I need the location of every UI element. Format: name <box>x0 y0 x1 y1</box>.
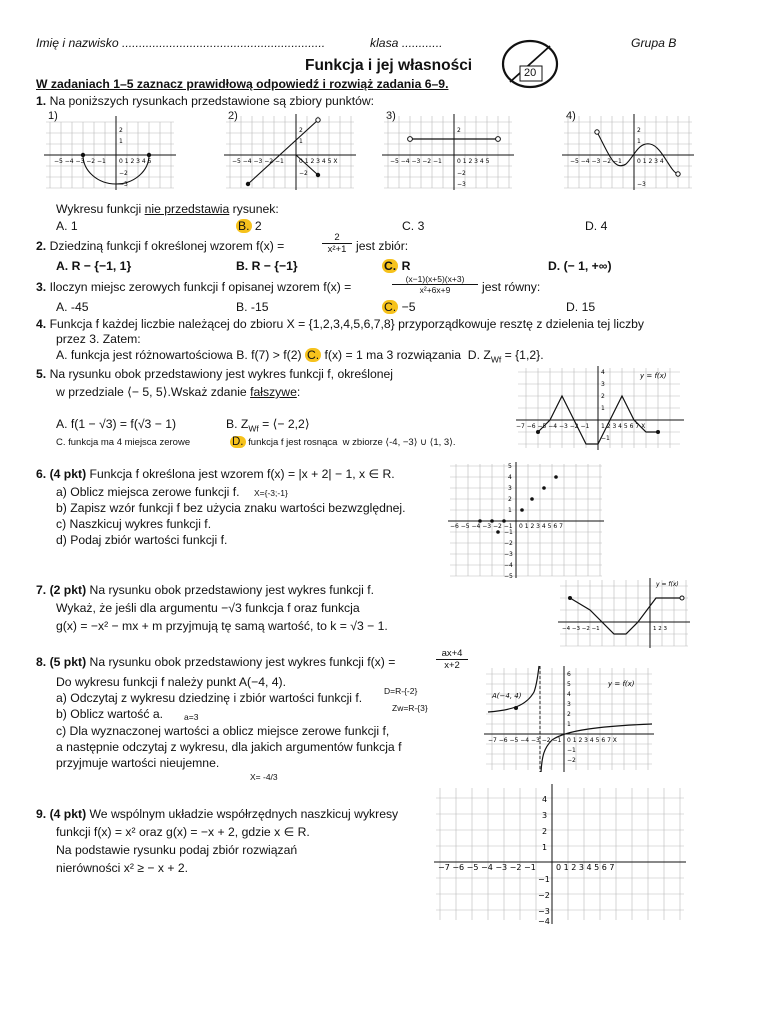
fig3-label: 3) <box>386 110 396 122</box>
q4-answer-a[interactable]: A. funkcja jest różnowartościowa <box>56 348 233 362</box>
svg-text:−4: −4 <box>538 917 550 924</box>
svg-text:2: 2 <box>508 496 512 503</box>
fig1-label: 1) <box>48 110 58 122</box>
q5-line2-emph: fałszywe <box>250 385 297 399</box>
q1-answer-b-value: 2 <box>254 219 262 233</box>
q4-answer-d-sub: Wf <box>490 354 502 365</box>
svg-text:−7 −6 −5 −4 −3 −2 −1: −7 −6 −5 −4 −3 −2 −1 <box>488 737 562 744</box>
q1-answer-d[interactable]: D. 4 <box>585 219 608 233</box>
q5-answer-b-post: = ⟨− 2,2⟩ <box>258 417 310 431</box>
svg-text:1: 1 <box>542 843 548 852</box>
q4-answers <box>56 348 544 367</box>
name-field-label: Imię i nazwisko ............................................................ <box>36 36 326 50</box>
svg-text:3: 3 <box>542 811 548 820</box>
svg-text:2: 2 <box>567 711 571 718</box>
svg-text:−5 −4 −3 −2 −1: −5 −4 −3 −2 −1 <box>570 158 622 165</box>
score-circle <box>500 38 560 90</box>
q8-line1 <box>36 655 395 670</box>
svg-text:3: 3 <box>508 485 512 492</box>
q8-note-domain: D=R-{-2} <box>384 686 418 696</box>
q4-number: 4. <box>36 317 47 331</box>
q8-graph <box>482 664 658 774</box>
svg-text:2: 2 <box>637 127 641 134</box>
q4-answer-c: f(x) = 1 ma 3 rozwiązania <box>324 348 462 362</box>
q3-fraction <box>392 274 478 295</box>
q3-text-post: jest równy: <box>482 280 541 294</box>
svg-text:−5 −4 −3 −2 −1: −5 −4 −3 −2 −1 <box>390 158 442 165</box>
q3-answer-d[interactable]: D. 15 <box>566 300 596 314</box>
q5-number: 5. <box>36 367 47 381</box>
svg-text:5: 5 <box>508 463 512 470</box>
page-title: Funkcja i jej własności <box>305 57 473 74</box>
svg-text:2: 2 <box>601 393 605 400</box>
q8-graph-label: y = f(x) <box>608 680 635 688</box>
q3-answer-b[interactable]: B. -15 <box>236 300 269 314</box>
score-value: 20 <box>524 67 537 79</box>
q5-statement: Na rysunku obok przedstawiony jest wykres funkcji f, określonej <box>49 367 393 381</box>
q8-part-c1: c) Dla wyznaczonej wartości a oblicz miejsce zerowe funkcji f, <box>56 724 390 738</box>
q2-answer-c-value: R <box>401 259 411 273</box>
svg-text:4: 4 <box>567 691 571 698</box>
svg-text:1 2 3 4 5 6 7 X: 1 2 3 4 5 6 7 X <box>601 423 646 430</box>
instructions: W zadaniach 1–5 zaznacz prawidłową odpowiedź i rozwiąż zadania 6–9. <box>36 77 449 91</box>
q2-frac-den: x²+1 <box>327 244 347 255</box>
svg-text:1 2 3: 1 2 3 <box>653 626 667 632</box>
q5-line2 <box>56 385 300 400</box>
q2-fraction <box>322 232 352 255</box>
q2-answer-a[interactable]: A. R − {−1, 1} <box>56 259 132 273</box>
q8-point-label: A(−4, 4) <box>492 692 522 700</box>
q8-line2: Do wykresu funkcji f należy punkt A(−4, 4). <box>56 675 286 689</box>
q6-number: 6. <box>36 467 47 481</box>
q6-part-b: b) Zapisz wzór funkcji f bez użycia znaku wartości bezwzględnej. <box>56 501 406 515</box>
q6-points: (4 pkt) <box>49 467 87 481</box>
q6-note-zeros: X={-3;-1} <box>254 488 288 498</box>
q3-answer-a[interactable]: A. -45 <box>56 300 89 314</box>
q6-statement: Funkcja f określona jest wzorem f(x) = |x + 2| − 1, x ∈ R. <box>89 467 395 481</box>
q8-part-c3: przyjmuje wartości nieujemne. <box>56 756 220 770</box>
svg-text:−2: −2 <box>457 170 466 177</box>
q1-text <box>36 94 374 109</box>
q8-fraction <box>436 648 468 671</box>
q5-answer-d[interactable] <box>230 435 456 450</box>
svg-text:−2: −2 <box>504 540 513 547</box>
q5-answer-b-text: B. Z <box>226 417 249 431</box>
q3-text <box>36 280 351 295</box>
fig2-graph <box>222 112 362 192</box>
svg-text:0 1 2 3 4 5: 0 1 2 3 4 5 <box>457 158 490 165</box>
svg-text:1: 1 <box>637 138 641 145</box>
svg-text:−5: −5 <box>504 573 513 580</box>
q7-graph <box>556 576 690 650</box>
svg-text:1: 1 <box>508 507 512 514</box>
q3-answer-c[interactable] <box>382 300 415 315</box>
q8-note-zero: X= -4/3 <box>250 772 278 782</box>
q5-answer-d-marked: D. <box>232 436 244 448</box>
q8-frac-den: x+2 <box>444 660 460 671</box>
q7-line3: g(x) = −x² − mx + m przyjmują tę samą wartość, to k = √3 − 1. <box>56 619 388 633</box>
svg-text:−4 −3 −2 −1: −4 −3 −2 −1 <box>562 626 600 632</box>
q2-answer-c[interactable] <box>382 259 410 274</box>
q1-question-emph: nie przedstawia <box>144 202 230 216</box>
svg-text:−3: −3 <box>457 181 466 188</box>
q1-number: 1. <box>36 94 47 108</box>
svg-text:1: 1 <box>567 721 571 728</box>
q5-line2-pre: w przedziale ⟨− 5, 5⟩.Wskaż zdanie <box>56 385 251 399</box>
q4-answer-c-marked[interactable]: C. <box>306 348 320 362</box>
q3-frac-den: x²+6x+9 <box>419 285 451 295</box>
q8-frac-num: ax+4 <box>436 648 468 660</box>
svg-text:−5 −4 −3 −2 −1: −5 −4 −3 −2 −1 <box>54 158 106 165</box>
q2-text <box>36 239 284 254</box>
q5-answer-a[interactable]: A. f(1 − √3) = f(√3 − 1) <box>56 417 177 431</box>
svg-text:−3: −3 <box>637 181 646 188</box>
class-field-label: klasa ............ <box>370 36 443 50</box>
q9-empty-grid <box>434 784 686 924</box>
q5-line2-post: : <box>296 385 301 399</box>
q2-answer-c-marked: C. <box>384 259 397 273</box>
q9-statement: We wspólnym układzie współrzędnych naszkicuj wykresy <box>89 807 399 821</box>
svg-text:0 1 2 3 4 5 6 7: 0 1 2 3 4 5 6 7 <box>556 863 615 872</box>
svg-text:4: 4 <box>542 795 548 804</box>
q5-graph <box>514 364 688 452</box>
svg-text:0 1 2 3 4 5 6 7 X: 0 1 2 3 4 5 6 7 X <box>567 737 617 744</box>
q3-number: 3. <box>36 280 47 294</box>
svg-text:2: 2 <box>457 127 461 134</box>
q2-number: 2. <box>36 239 47 253</box>
q5-line1 <box>36 367 393 382</box>
svg-text:3: 3 <box>567 701 571 708</box>
svg-text:−3: −3 <box>504 551 513 558</box>
q7-graph-label: y = f(x) <box>656 581 679 588</box>
svg-text:−2: −2 <box>538 891 550 900</box>
q3-answer-c-value: −5 <box>401 300 416 314</box>
fig1-graph <box>42 112 182 192</box>
svg-text:−4: −4 <box>504 562 513 569</box>
svg-text:−1: −1 <box>567 747 576 754</box>
svg-text:0 1 2 3 4 5 X: 0 1 2 3 4 5 X <box>299 158 338 165</box>
q8-note-a: a=3 <box>184 712 199 722</box>
q2-statement: Dziedziną funkcji f określonej wzorem f(x) = <box>49 239 285 253</box>
fig2-label: 2) <box>228 110 238 122</box>
q2-answer-b[interactable]: B. R − {−1} <box>236 259 298 273</box>
q6-part-c: c) Naszkicuj wykres funkcji f. <box>56 517 212 531</box>
q2-frac-num: 2 <box>322 232 352 244</box>
q6-line1 <box>36 467 395 482</box>
q8-statement: Na rysunku obok przedstawiony jest wykres funkcji f(x) = <box>89 655 396 669</box>
q2-text-post: jest zbiór: <box>356 239 409 253</box>
svg-text:2: 2 <box>119 127 123 134</box>
svg-text:1: 1 <box>601 405 605 412</box>
svg-text:6: 6 <box>567 671 571 678</box>
svg-text:3: 3 <box>601 381 605 388</box>
q4-answer-d-post: = {1,2}. <box>501 348 544 362</box>
q8-points: (5 pkt) <box>49 655 87 669</box>
q7-points: (2 pkt) <box>49 583 87 597</box>
q6-part-d: d) Podaj zbiór wartości funkcji f. <box>56 533 228 547</box>
svg-text:2: 2 <box>542 827 548 836</box>
q8-note-range: Zw=R-{3} <box>392 703 428 713</box>
svg-text:5: 5 <box>567 681 571 688</box>
q3-frac-num: (x−1)(x+5)(x+3) <box>392 274 478 285</box>
fig3-graph <box>380 112 520 192</box>
q9-line3: Na podstawie rysunku podaj zbiór rozwiązań <box>56 843 298 857</box>
q4-line2: przez 3. Zatem: <box>56 332 141 346</box>
q5-answer-b-sub: Wf <box>248 423 259 434</box>
svg-text:2: 2 <box>299 127 303 134</box>
svg-text:−2: −2 <box>299 170 308 177</box>
q1-statement: Na poniższych rysunkach przedstawione są zbiory punktów: <box>49 94 375 108</box>
fig4-label: 4) <box>566 110 576 122</box>
svg-text:−1: −1 <box>601 435 610 442</box>
q7-line2: Wykaż, że jeśli dla argumentu −√3 funkcja f oraz funkcja <box>56 601 360 615</box>
fig4-graph <box>560 112 700 192</box>
q9-line1 <box>36 807 398 822</box>
q6-graph <box>446 460 606 580</box>
q3-statement: Iloczyn miejsc zerowych funkcji f opisanej wzorem f(x) = <box>49 280 352 294</box>
q4-line1 <box>36 317 644 332</box>
q7-statement: Na rysunku obok przedstawiony jest wykres funkcji f. <box>89 583 375 597</box>
q9-number: 9. <box>36 807 47 821</box>
q5-answer-c[interactable]: C. funkcja ma 4 miejsca zerowe <box>56 437 191 448</box>
svg-text:−2: −2 <box>567 757 576 764</box>
q8-number: 8. <box>36 655 47 669</box>
q4-answer-b[interactable]: B. f(7) > f(2) <box>236 348 302 362</box>
svg-text:−2: −2 <box>119 170 128 177</box>
svg-text:4: 4 <box>601 369 605 376</box>
svg-text:−5 −4 −3 −2 −1: −5 −4 −3 −2 −1 <box>232 158 284 165</box>
q5-graph-label: y = f(x) <box>640 372 667 380</box>
svg-text:−1: −1 <box>504 529 513 536</box>
q6-part-a: a) Oblicz miejsca zerowe funkcji f. <box>56 485 240 499</box>
svg-text:−7 −6 −5 −4 −3 −2 −1: −7 −6 −5 −4 −3 −2 −1 <box>438 863 536 872</box>
svg-text:1: 1 <box>119 138 123 145</box>
q7-number: 7. <box>36 583 47 597</box>
q4-answer-d[interactable]: D. Z <box>467 348 491 362</box>
q5-answer-d-post: w zbiorze ⟨-4, −3⟩ ∪ ⟨1, 3⟩. <box>342 437 456 448</box>
svg-text:−3: −3 <box>538 907 550 916</box>
q5-answer-b[interactable] <box>226 417 310 436</box>
q8-part-b: b) Oblicz wartość a. <box>56 707 164 721</box>
q1-answer-a[interactable]: A. 1 <box>56 219 78 233</box>
q1-answer-b[interactable] <box>236 219 262 234</box>
svg-text:4: 4 <box>508 474 512 481</box>
q5-answer-d-text: funkcja f jest rosnąca <box>248 437 338 448</box>
q3-answer-c-marked: C. <box>384 300 397 314</box>
q9-line4: nierówności x² ≥ − x + 2. <box>56 861 189 875</box>
svg-text:−6 −5 −4 −3 −2 −1: −6 −5 −4 −3 −2 −1 <box>450 523 513 530</box>
svg-text:1: 1 <box>299 138 303 145</box>
q4-statement: Funkcja f każdej liczbie należącej do zbioru X = {1,2,3,4,5,6,7,8} przyporządkowuje resztę z dzielenia tej liczby <box>49 317 645 331</box>
q8-part-a: a) Odczytaj z wykresu dziedzinę i zbiór wartości funkcji f. <box>56 691 363 705</box>
q9-points: (4 pkt) <box>49 807 87 821</box>
q2-answer-d[interactable]: D. (− 1, +∞) <box>548 259 612 273</box>
svg-text:0 1 2 3 4: 0 1 2 3 4 <box>637 158 664 165</box>
q1-question-post: rysunek: <box>229 202 279 216</box>
svg-text:0 1 2 3 4 5 6 7: 0 1 2 3 4 5 6 7 <box>519 523 563 530</box>
q1-question <box>56 202 279 217</box>
q9-line2: funkcji f(x) = x² oraz g(x) = −x + 2, gdzie x ∈ R. <box>56 825 310 839</box>
svg-text:−7 −6 −5 −4 −3 −2 −1: −7 −6 −5 −4 −3 −2 −1 <box>516 423 590 430</box>
q7-line1 <box>36 583 374 598</box>
svg-text:0 1 2 3 4 5: 0 1 2 3 4 5 <box>119 158 152 165</box>
q8-part-c2: a następnie odczytaj z wykresu, dla jakich argumentów funkcja f <box>56 740 402 754</box>
q1-answer-b-marked: B. <box>238 219 250 233</box>
q1-question-pre: Wykresu funkcji <box>56 202 145 216</box>
svg-text:−1: −1 <box>538 875 550 884</box>
group-label: Grupa B <box>631 36 677 50</box>
svg-text:−3: −3 <box>119 181 128 188</box>
q1-answer-c[interactable]: C. 3 <box>402 219 425 233</box>
